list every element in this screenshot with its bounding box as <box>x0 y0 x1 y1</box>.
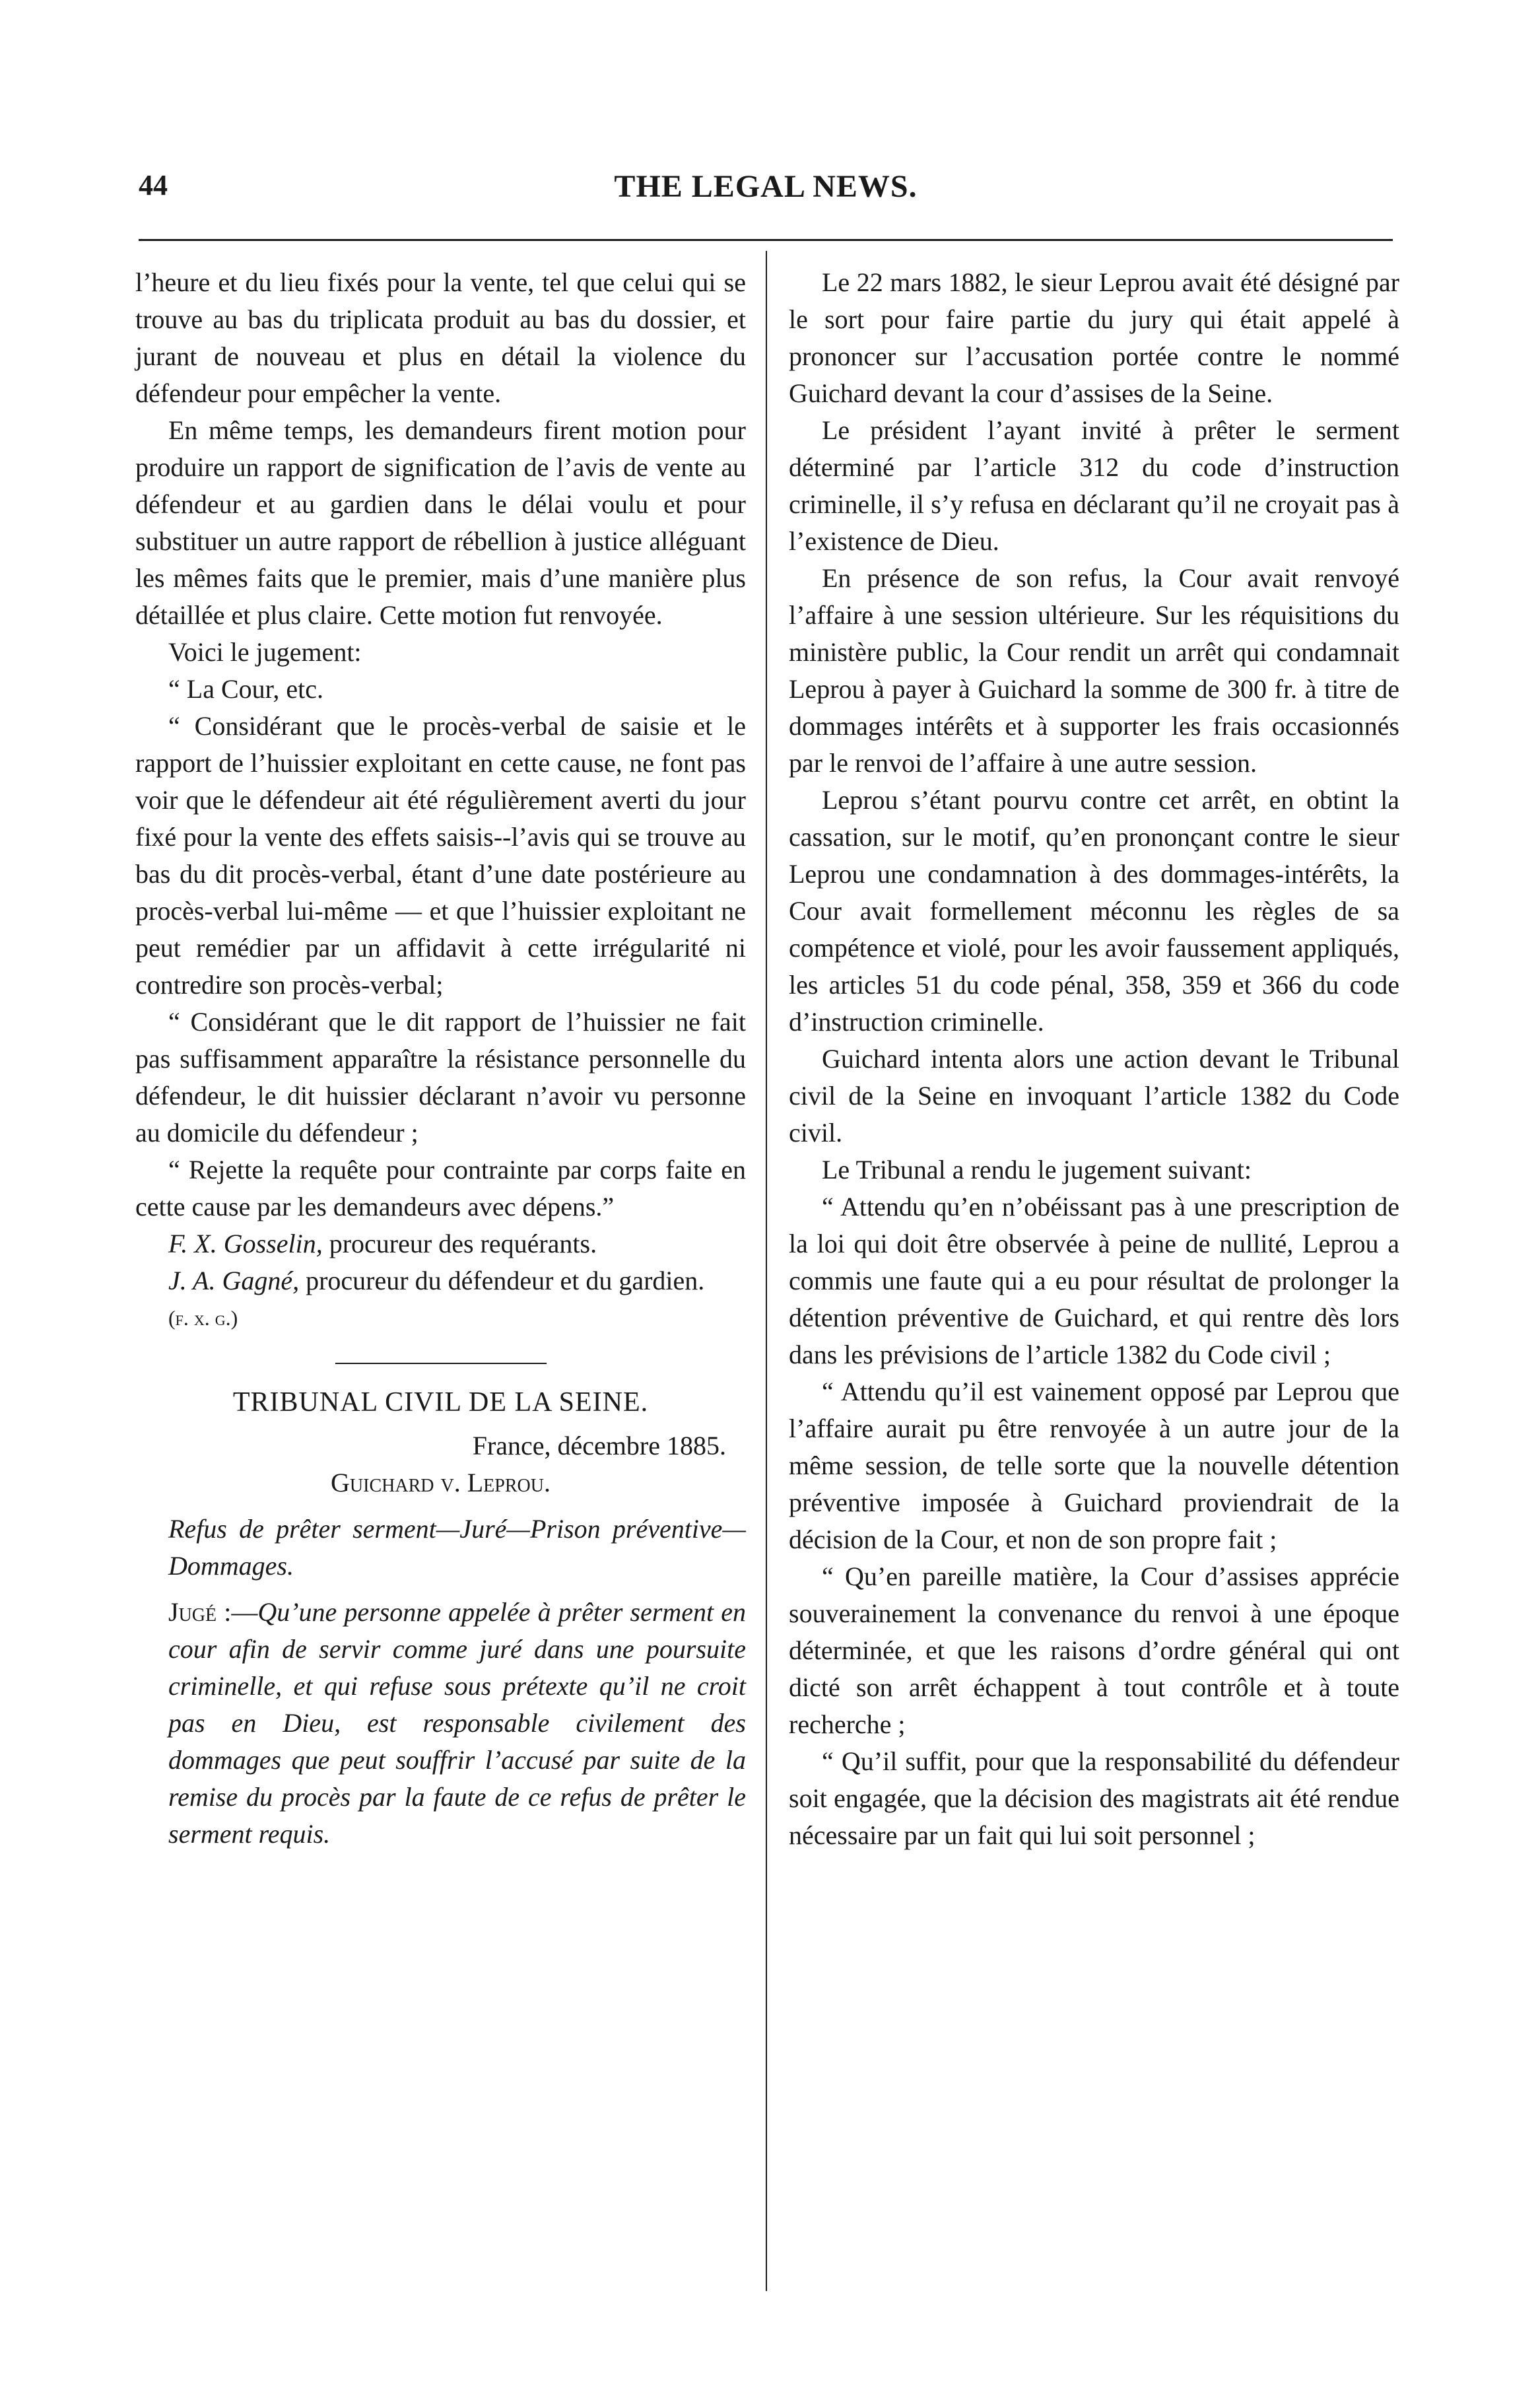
paragraph: Voici le jugement: <box>168 637 362 667</box>
signature-line <box>135 1262 746 1299</box>
holding-text: Qu’une personne appelée à prêter serment en cour afin de servir comme juré dans une poursuite criminelle, et qui refuse sous prétexte qu’il ne croit pas en Dieu, est responsable civilement des dommages que peut souffrir l’accusé par suite de la remise du procès par la faute de ce refus de prêter le serment requis. <box>168 1597 747 1849</box>
signature-line <box>135 1225 746 1262</box>
paragraph: l’heure et du lieu fixés pour la vente, tel que celui qui se trouve au bas du triplicata produit au bas du dossier, et jurant de nouveau et plus en détail la violence du défendeur pour empêcher la vente. <box>135 267 746 408</box>
left-column <box>135 264 746 1853</box>
holding <box>135 1594 746 1853</box>
section-separator <box>335 1363 547 1364</box>
paragraph: “ La Cour, etc. <box>168 674 323 704</box>
paragraph: “ Attendu qu’en n’obéissant pas à une prescription de la loi qui doit être observée à peine de nullité, Leprou a commis une faute qui a eu pour résultat de prolonger la détention préventive de Guichard, et qui rentre dès lors dans les prévisions de l’article 1382 du Code civil ; <box>789 1192 1399 1369</box>
paragraph: En même temps, les demandeurs firent motion pour produire un rapport de signification de l’avis de vente au défendeur et au gardien dans le délai voulu et pour substituer un autre rapport de rébellion à justice alléguant les mêmes faits que le premier, mais d’une manière plus détaillée et plus claire. Cette motion fut renvoyée. <box>135 415 746 630</box>
signature-role: procureur des requérants. <box>322 1229 597 1258</box>
right-column <box>789 264 1399 1854</box>
paragraph: “ Attendu qu’il est vainement opposé par Leprou que l’affaire aurait pu être renvoyée à un autre jour de la même session, de telle sorte que la nouvelle détention préventive imposée à Guichard proviendrait de la décision de la Cour, et non de son propre fait ; <box>789 1377 1399 1554</box>
paragraph: “ Qu’en pareille matière, la Cour d’assises apprécie souverainement la convenance du renvoi à une époque déterminée, et que les raisons d’ordre général qui ont dicté son arrêt échappent à tout contrôle et à toute recherche ; <box>789 1561 1399 1739</box>
dateline: France, décembre 1885. <box>472 1431 726 1460</box>
paragraph: Le 22 mars 1882, le sieur Leprou avait été désigné par le sort pour faire partie du jury qui était appelé à prononcer sur l’accusation portée contre le nommé Guichard devant la cour d’assises de la Seine. <box>789 267 1399 408</box>
paragraph: Leprou s’étant pourvu contre cet arrêt, en obtint la cassation, sur le motif, qu’en prononçant contre le sieur Leprou une condamnation à des dommages-intérêts, la Cour avait formellement méconnu les règles de sa compétence et violé, pour les avoir faussement appliqués, les articles 51 du code pénal, 358, 359 et 366 du code d’instruction criminelle. <box>789 785 1399 1037</box>
holding-label: Jugé :— <box>168 1597 258 1627</box>
column-divider <box>766 251 767 2291</box>
paragraph: Le président l’ayant invité à prêter le serment déterminé par l’article 312 du code d’instruction criminelle, il s’y refusa en déclarant qu’il ne croyait pas à l’existence de Dieu. <box>789 415 1399 556</box>
author-initials: (f. x. g.) <box>168 1306 238 1330</box>
header-rule <box>139 239 1393 241</box>
paragraph: “ Considérant que le dit rapport de l’huissier ne fait pas suffisamment apparaître la résistance personnelle du défendeur, le dit huissier déclarant n’avoir vu personne au domicile du défendeur ; <box>135 1007 746 1148</box>
paragraph: “ Rejette la requête pour contrainte par corps faite en cette cause par les demandeurs avec dépens.” <box>135 1155 746 1221</box>
paragraph: Le Tribunal a rendu le jugement suivant: <box>822 1155 1252 1184</box>
paragraph: “ Qu’il suffit, pour que la responsabilité du défendeur soit engagée, que la décision des magistrats ait été rendue nécessaire par un fait qui lui soit personnel ; <box>789 1746 1399 1850</box>
running-title: THE LEGAL NEWS. <box>614 169 918 204</box>
signature-name: F. X. Gosselin, <box>168 1229 323 1258</box>
court-title: TRIBUNAL CIVIL DE LA SEINE. <box>232 1387 649 1418</box>
page-number: 44 <box>139 169 168 201</box>
signature-role: procureur du défendeur et du gardien. <box>299 1266 705 1295</box>
case-title: Guichard v. Leprou. <box>331 1468 551 1497</box>
paragraph: “ Considérant que le procès-verbal de saisie et le rapport de l’huissier exploitant en cette cause, ne font pas voir que le défendeur ait été régulièrement averti du jour fixé pour la vente des effets saisis--l’avis qui se trouve au bas du dit procès-verbal, étant d’une date postérieure au procès-verbal lui-même — et que l’huissier exploitant ne peut remédier par un affidavit à cette irrégularité ni contredire son procès-verbal; <box>135 711 746 1000</box>
signature-name: J. A. Gagné, <box>168 1266 300 1295</box>
paragraph: En présence de son refus, la Cour avait renvoyé l’affaire à une session ultérieure. Sur les réquisitions du ministère public, la Cour rendit un arrêt qui condamnait Leprou à payer à Guichard la somme de 300 fr. à titre de dommages intérêts et à supporter les frais occasionnés par le renvoi de l’affaire à une autre session. <box>789 563 1399 778</box>
page-header <box>139 168 1393 221</box>
case-summary: Refus de prêter serment—Juré—Prison préventive—Dommages. <box>168 1514 746 1581</box>
paragraph: Guichard intenta alors une action devant le Tribunal civil de la Seine en invoquant l’article 1382 du Code civil. <box>789 1044 1399 1148</box>
